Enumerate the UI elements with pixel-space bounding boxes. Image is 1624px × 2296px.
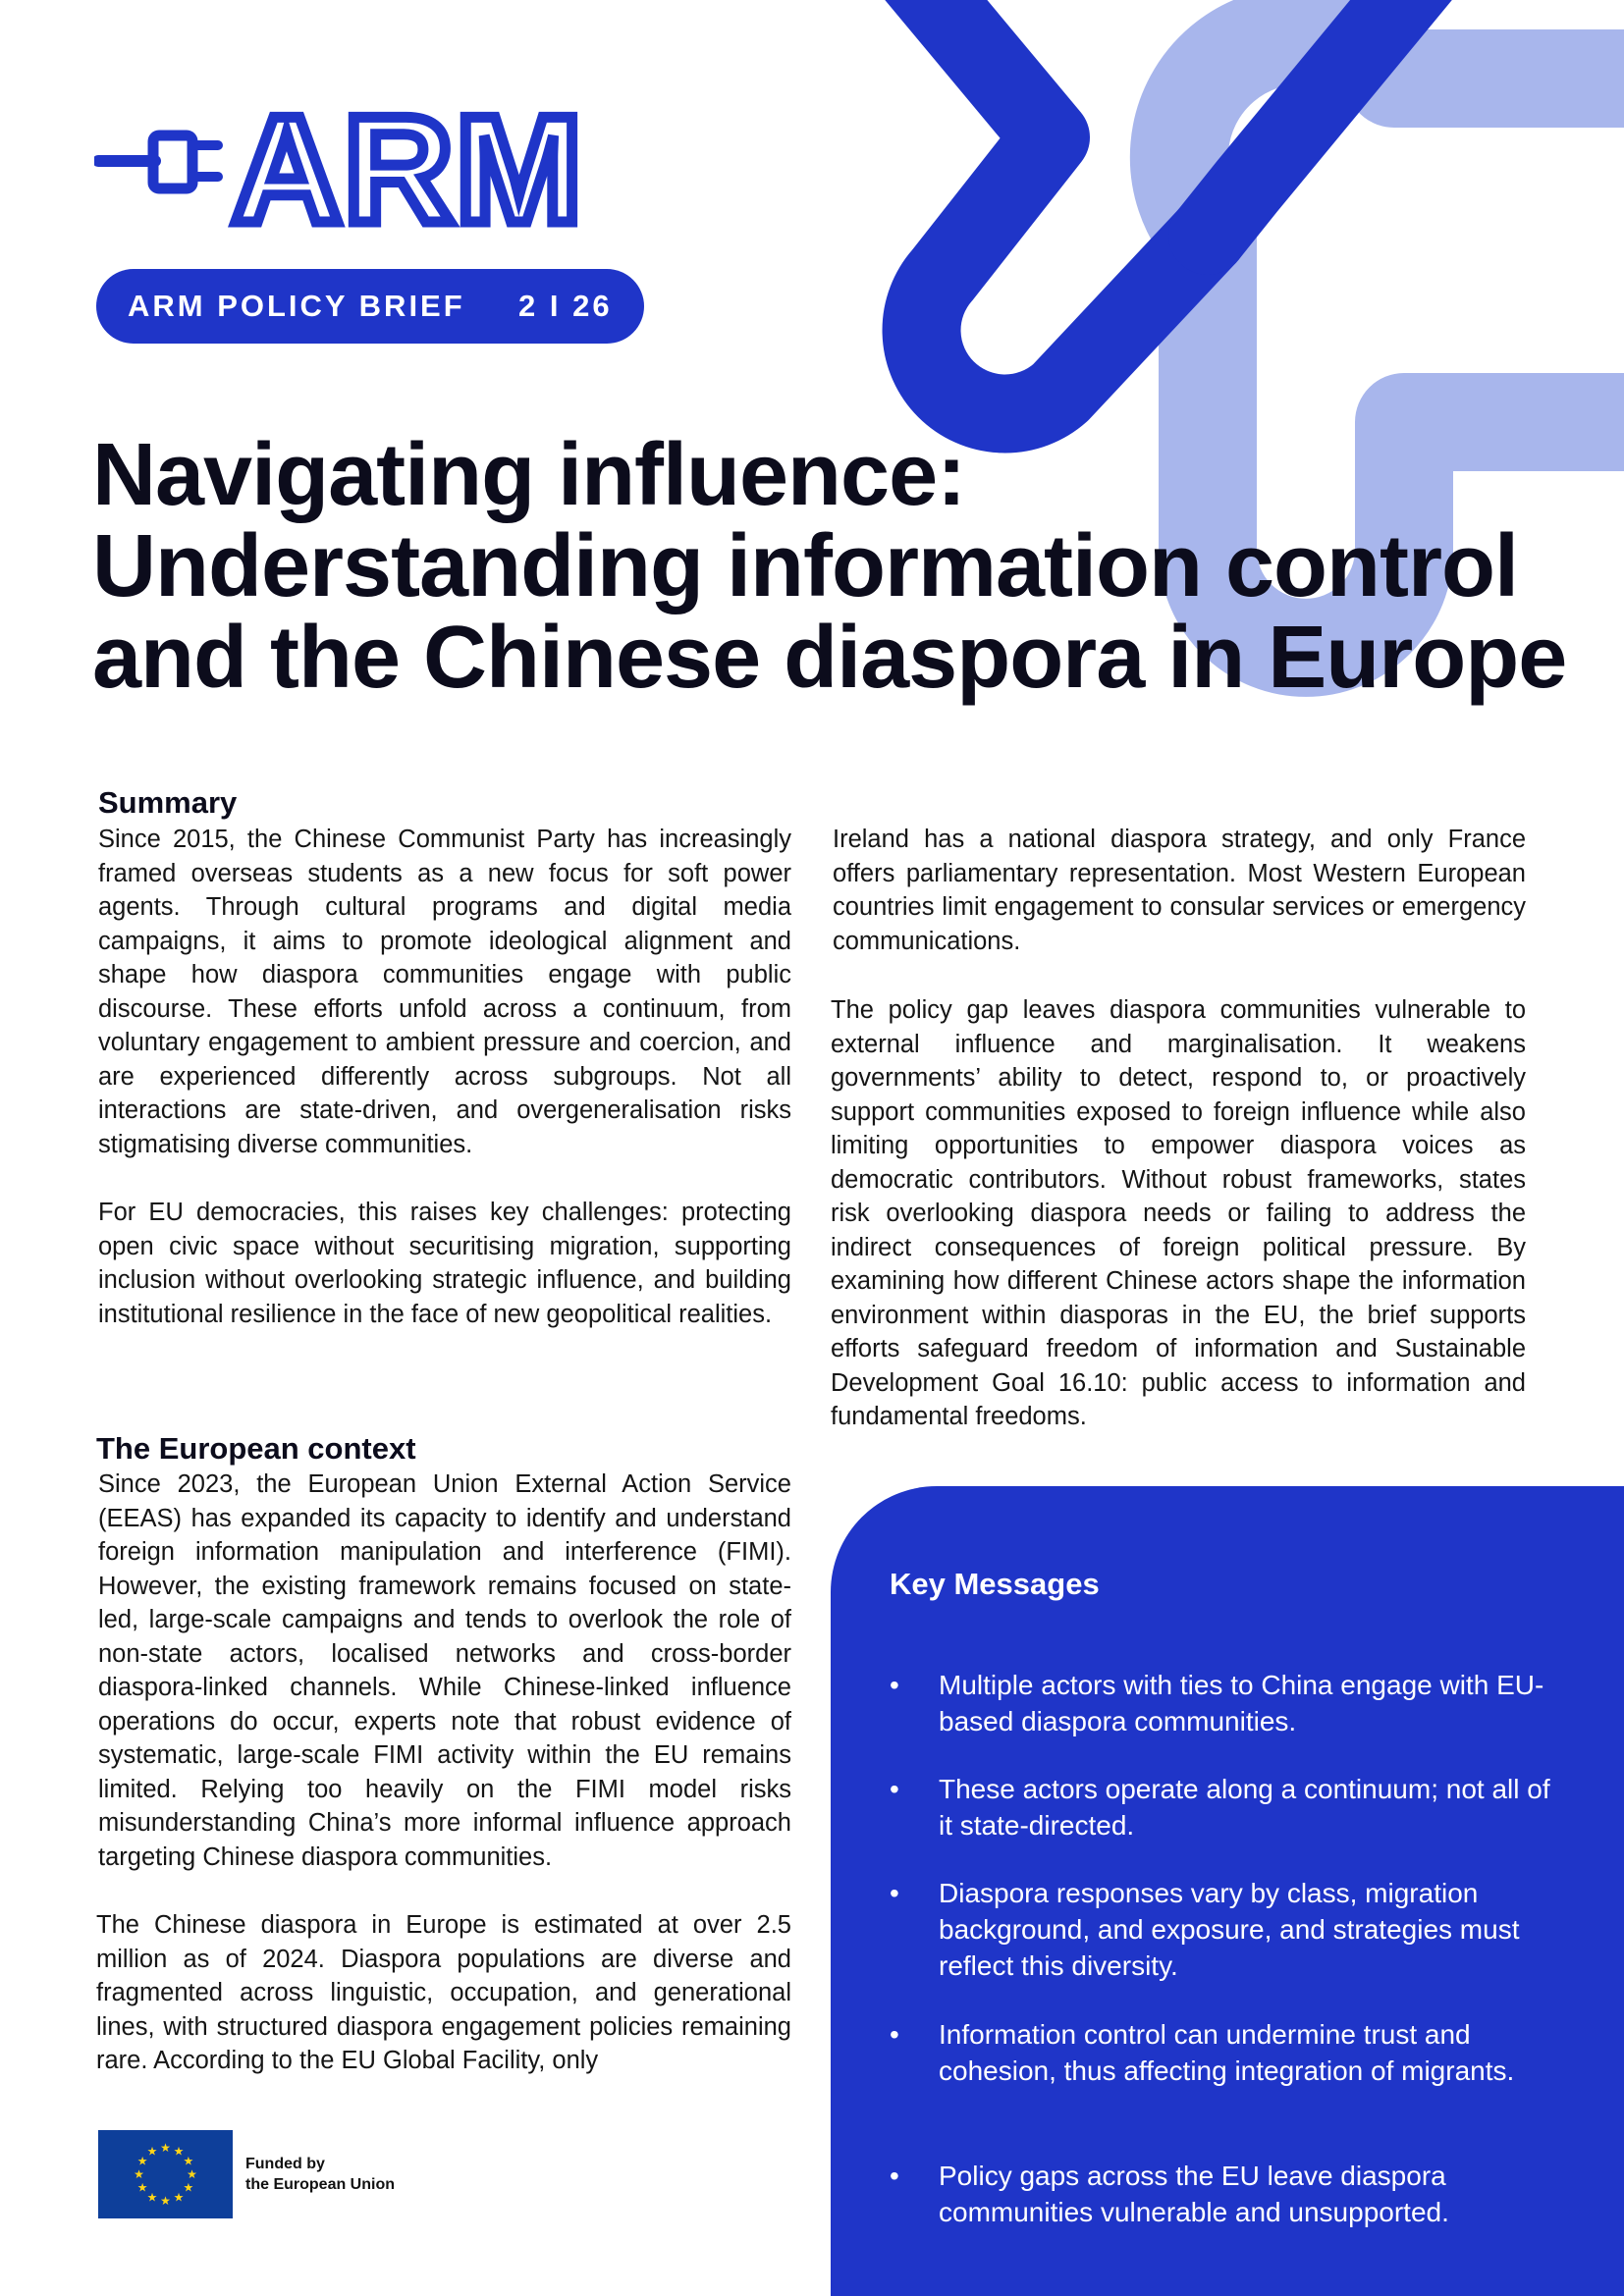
key-message-text: Information control can undermine trust and cohesion, thus affecting integration of migrants. [939, 2019, 1515, 2086]
european-context-heading: The European context [96, 1431, 416, 1466]
bullet-icon: • [890, 2019, 899, 2050]
key-message-text: Diaspora responses vary by class, migration background, and exposure, and strategies must reflect this diversity. [939, 1878, 1520, 1981]
bullet-icon: • [890, 1774, 899, 1804]
bullet-icon: • [890, 1878, 899, 1908]
title-line-1: Navigating influence: [92, 426, 966, 524]
eu-star-icon: ★ [160, 2194, 171, 2208]
eu-star-icon: ★ [187, 2167, 197, 2181]
summary-heading: Summary [98, 785, 238, 820]
eu-star-icon: ★ [136, 2180, 148, 2195]
eu-star-icon: ★ [173, 2190, 185, 2205]
bullet-icon: • [890, 2161, 899, 2191]
eu-star-icon: ★ [134, 2167, 144, 2181]
eu-star-icon: ★ [183, 2154, 194, 2168]
key-message-text: These actors operate along a continuum; not all of it state-directed. [939, 1774, 1550, 1841]
context-paragraph-1: Since 2023, the European Union External Action Service (EEAS) has expanded its capacity to identify and understand foreign information manipulation and interference (FIMI). However, the existing framework remains focused on state-led, large-scale campaigns and tends to overlook the role of non-state actors, localised networks and cross-border diaspora-linked channels. While Chinese-linked influence operations do occur, experts note that robust evidence of systematic, large-scale FIMI activity within the EU remains limited. Relying too heavily on the FIMI model risks misunderstanding China’s more informal influence approach targeting Chinese diaspora communities. [98, 1470, 791, 1871]
funding-line-1: Funded by [245, 2156, 325, 2172]
eu-star-icon: ★ [173, 2144, 185, 2159]
eu-funding-logo [98, 2130, 412, 2218]
badge-label: ARM POLICY BRIEF [128, 289, 465, 323]
badge-number: 2 I 26 [518, 289, 613, 323]
key-message-item [890, 2158, 1557, 2230]
funding-text [245, 2154, 395, 2195]
eu-flag-icon [98, 2130, 233, 2218]
title-line-2: Understanding information control [92, 517, 1518, 615]
key-message-item [890, 1771, 1557, 1843]
summary-paragraph-1: Since 2015, the Chinese Communist Party has increasingly framed overseas students as a new focus for soft power agents. Through cultural programs and digital media campaigns, it aims to promote ideological alignment and shape how diaspora communities engage with public discourse. These efforts unfold across a continuum, from voluntary engagement to ambient pressure and coercion, and are experienced differently across subgroups. Not all interactions are state-driven, and overgeneralisation risks stigmatising diverse communities. [98, 826, 791, 1158]
logo-text: ARM [232, 94, 584, 241]
key-messages-heading: Key Messages [890, 1567, 1100, 1601]
context-paragraph-2: The Chinese diaspora in Europe is estimated at over 2.5 million as of 2024. Diaspora populations are diverse and fragmented across linguistic, occupation, and generational lines, with structured diaspora engagement policies remaining rare. According to the EU Global Facility, only [96, 1911, 791, 2074]
key-message-text: Multiple actors with ties to China engage with EU-based diaspora communities. [939, 1670, 1544, 1736]
eu-star-icon: ★ [183, 2180, 194, 2195]
key-messages-box [831, 1486, 1624, 2296]
page-title [92, 426, 1567, 707]
right-paragraph-1: Ireland has a national diaspora strategy, and only France offers parliamentary representation. Most Western European countries limit engagement to consular services or emergency communications. [833, 826, 1526, 955]
eu-star-icon: ★ [136, 2154, 148, 2168]
summary-paragraph-2: For EU democracies, this raises key challenges: protecting open civic space without securitising migration, supporting inclusion without overlooking strategic influence, and building institutional resilience in the face of new geopolitical realities. [98, 1199, 791, 1328]
eu-star-icon: ★ [146, 2144, 158, 2159]
key-message-text: Policy gaps across the EU leave diaspora communities vulnerable and unsupported. [939, 2161, 1449, 2227]
key-message-item [890, 1667, 1557, 1739]
arm-logo [94, 94, 644, 241]
key-message-item [890, 2016, 1557, 2089]
bullet-icon: • [890, 1670, 899, 1700]
policy-brief-badge [96, 269, 644, 344]
funding-line-2: the European Union [245, 2176, 395, 2193]
eu-star-icon: ★ [146, 2190, 158, 2205]
eu-star-icon: ★ [160, 2141, 171, 2155]
title-line-3: and the Chinese diaspora in Europe [92, 609, 1567, 707]
right-paragraph-2: The policy gap leaves diaspora communities vulnerable to external influence and marginalisation. It weakens governments’ ability to detect, respond to, or proactively support communities exposed to foreign influence while also limiting opportunities to empower diaspora voices as democratic contributors. Without robust frameworks, states risk overlooking diaspora needs or failing to address the indirect consequences of foreign political pressure. By examining how different Chinese actors shape the information environment within diasporas in the EU, the brief supports efforts safeguard freedom of information and Sustainable Development Goal 16.10: public access to information and fundamental freedoms. [831, 996, 1526, 1430]
key-message-item [890, 1875, 1557, 1984]
